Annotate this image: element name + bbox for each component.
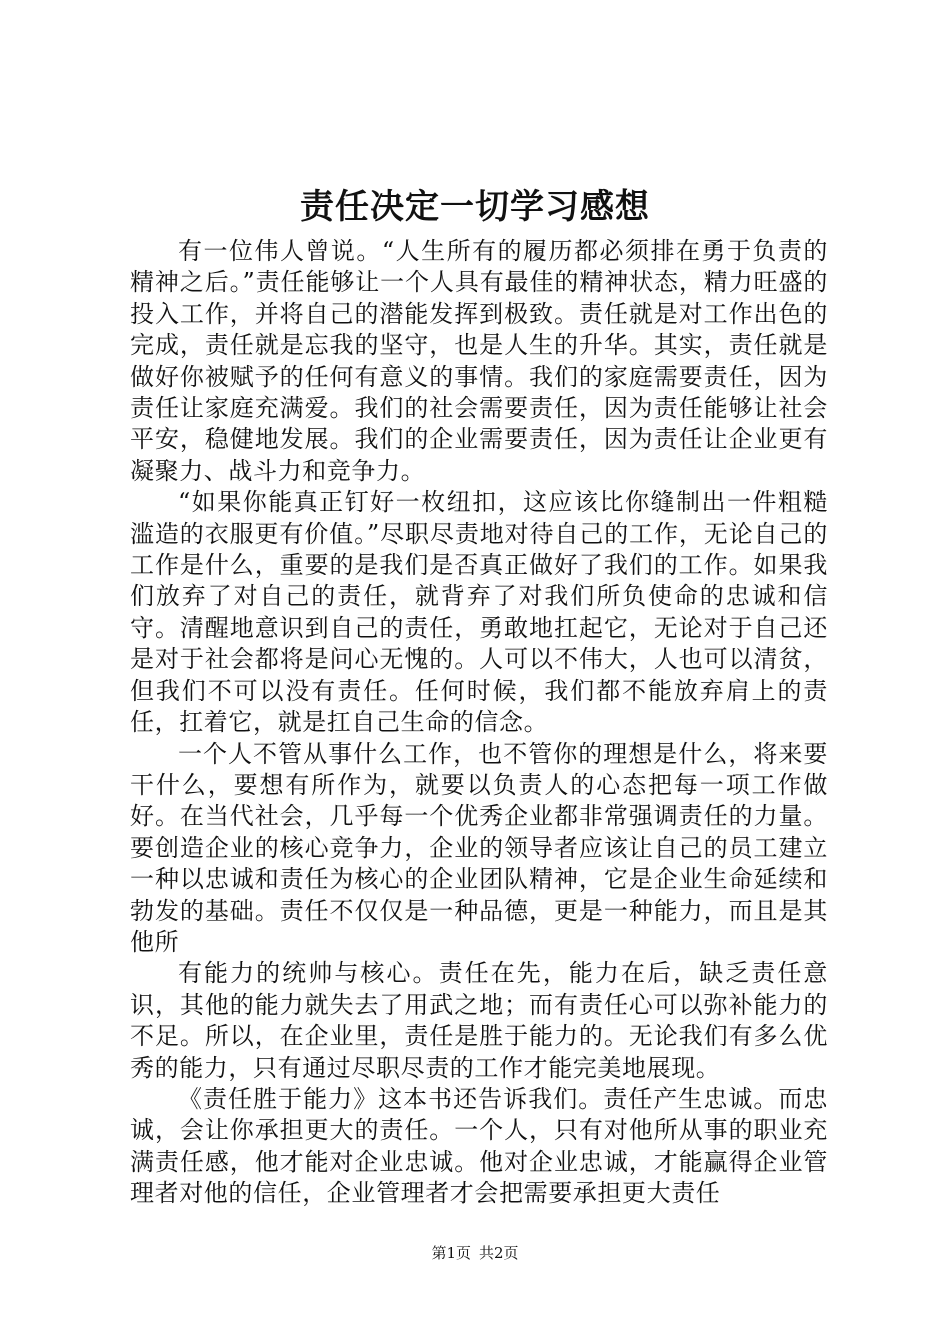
document-title: 责任决定一切学习感想 xyxy=(300,187,650,227)
document-body xyxy=(130,236,828,1210)
paragraph-4: 有能力的统帅与核心。责任在先，能力在后，缺乏责任意识，其他的能力就失去了用武之地；而有责任心可以弥补能力的不足。所以，在企业里，责任是胜于能力的。无论我们有多么优秀的能力，只有通过尽职尽责的工作才能完美地展现。 xyxy=(130,959,828,1082)
page-total: 共2页 xyxy=(479,1244,519,1262)
page-number: 第1页 xyxy=(431,1244,471,1262)
paragraph-3: 一个人不管从事什么工作，也不管你的理想是什么，将来要干什么，要想有所作为，就要以负责人的心态把每一项工作做好。在当代社会，几乎每一个优秀企业都非常强调责任的力量。要创造企业的核心竞争力，企业的领导者应该让自己的员工建立一种以忠诚和责任为核心的企业团队精神，它是企业生命延续和勃发的基础。责任不仅仅是一种品德，更是一种能力，而且是其他所 xyxy=(130,739,828,956)
paragraph-1: 有一位伟人曾说。“人生所有的履历都必须排在勇于负责的精神之后。”责任能够让一个人具有最佳的精神状态，精力旺盛的投入工作，并将自己的潜能发挥到极致。责任就是对工作出色的完成，责任就是忘我的坚守，也是人生的升华。其实，责任就是做好你被赋予的任何有意义的事情。我们的家庭需要责任，因为责任让家庭充满爱。我们的社会需要责任，因为责任能够让社会平安，稳健地发展。我们的企业需要责任，因为责任让企业更有凝聚力、战斗力和竞争力。 xyxy=(130,237,828,485)
paragraph-5: 《责任胜于能力》这本书还告诉我们。责任产生忠诚。而忠诚，会让你承担更大的责任。一个人，只有对他所从事的职业充满责任感，他才能对企业忠诚。他对企业忠诚，才能赢得企业管理者对他的信任，企业管理者才会把需要承担更大责任 xyxy=(130,1084,828,1208)
page-footer xyxy=(0,1243,950,1263)
paragraph-2: “如果你能真正钉好一枚纽扣，这应该比你缝制出一件粗糙滥造的衣服更有价值。”尽职尽责地对待自己的工作，无论自己的工作是什么，重要的是我们是否真正做好了我们的工作。如果我们放弃了对自己的责任，就背弃了对我们所负使命的忠诚和信守。清醒地意识到自己的责任，勇敢地扛起它，无论对于自己还是对于社会都将是问心无愧的。人可以不伟大，人也可以清贫，但我们不可以没有责任。任何时候，我们都不能放弃肩上的责任，扛着它，就是扛自己生命的信念。 xyxy=(130,488,828,737)
